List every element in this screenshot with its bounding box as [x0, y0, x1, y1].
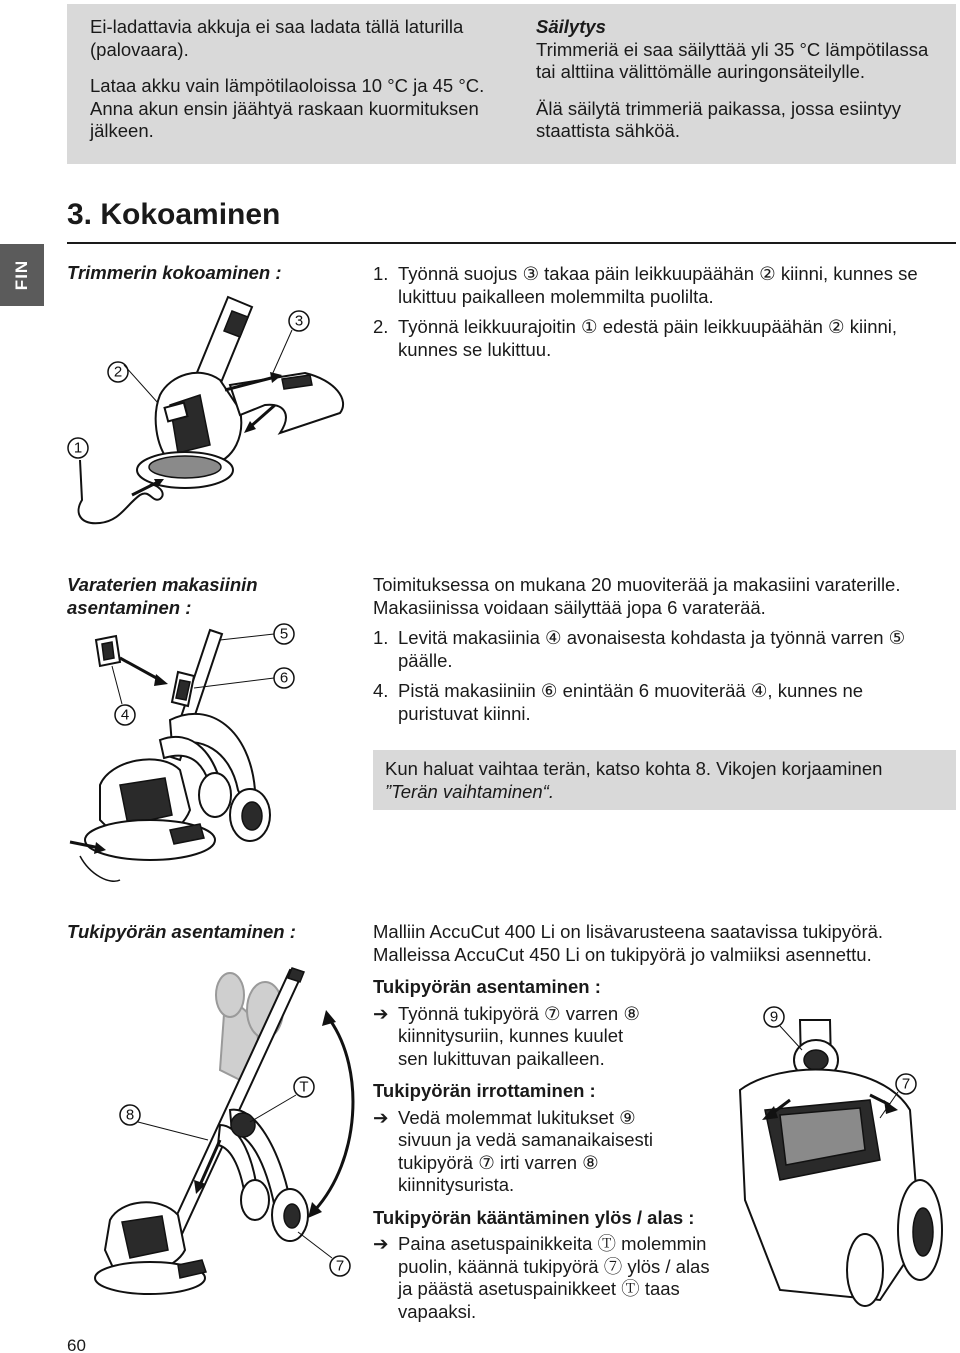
magazine-illustration	[60, 610, 360, 900]
section-heading-line: asentaminen :	[67, 596, 192, 618]
note-reference: ”Terän vaihtaminen“.	[385, 780, 554, 802]
step-item	[373, 627, 943, 672]
wheel-instruction-item	[373, 1107, 753, 1197]
callout-T	[294, 1077, 314, 1097]
svg-text:5: 5	[279, 625, 289, 643]
step-number: 4.	[373, 680, 389, 701]
step-text: Levitä makasiinia ④ avonaisesta kohdasta ja työnnä varren ⑤ päälle.	[398, 627, 906, 671]
page-number: 60	[67, 1336, 86, 1353]
svg-text:7: 7	[335, 1257, 345, 1275]
storage-paragraph: Trimmeriä ei saa säilyttää yli 35 °C lämpötilassa tai alttiina välittömälle auringonsäteilylle.	[536, 38, 929, 82]
callout-6	[274, 668, 294, 688]
language-tab-label: FIN	[12, 259, 31, 291]
callout-7	[330, 1256, 350, 1276]
step-number: 2.	[373, 316, 389, 337]
chapter-rule	[67, 242, 956, 244]
step-item	[373, 263, 943, 308]
step-number: 1.	[373, 627, 389, 648]
chapter-title: 3. Kokoaminen	[67, 198, 281, 231]
svg-text:4: 4	[120, 706, 130, 724]
arrow-right-icon: ➔	[373, 1106, 389, 1128]
section-heading-wheel: Tukipyörän asentaminen :	[67, 921, 296, 942]
trimmer-assembly-illustration	[60, 285, 360, 545]
warning-paragraph: Ei-ladattavia akkuja ei saa ladata tällä laturilla (palovaara).	[90, 16, 464, 60]
svg-text:1: 1	[73, 439, 83, 457]
svg-text:9: 9	[769, 1008, 779, 1026]
wheel-intro: Malliin AccuCut 400 Li on lisävarusteena saatavissa tukipyörä. Malleissa AccuCut 450 Li on tukipyörä jo valmiiksi asennettu.	[373, 921, 884, 965]
battery-warning	[90, 16, 490, 143]
callout-3	[289, 311, 309, 331]
svg-text:8: 8	[125, 1106, 135, 1124]
storage-info	[536, 16, 946, 143]
storage-title: Säilytys	[536, 16, 606, 37]
step-text: Työnnä leikkuurajoitin ① edestä päin leikkuupäähän ② kiinni, kunnes se lukittuu.	[398, 316, 898, 360]
wheel-instruction-item	[373, 1233, 753, 1323]
storage-paragraph: Älä säilytä trimmeriä paikassa, jossa esiintyy staattista sähköä.	[536, 97, 901, 141]
svg-text:2: 2	[113, 363, 123, 381]
arrow-right-icon: ➔	[373, 1233, 389, 1254]
step-text: Työnnä suojus ③ takaa päin leikkuupäähän ② kiinni, kunnes se lukittuu paikalleen molemmilta puolilta.	[398, 263, 918, 307]
callout-1	[68, 438, 88, 458]
step-item	[373, 680, 943, 725]
assembly-steps	[373, 263, 943, 361]
note-text: Kun haluat vaihtaa terän, katso kohta 8. Vikojen korjaaminen	[385, 758, 883, 779]
wheel-instructions	[373, 921, 884, 1323]
language-tab	[0, 244, 44, 306]
callout-4	[115, 705, 135, 725]
svg-text:6: 6	[279, 669, 289, 687]
section-heading-assembly: Trimmerin kokoaminen :	[67, 262, 282, 283]
svg-text:3: 3	[294, 312, 304, 330]
callout-9	[764, 1007, 784, 1027]
instruction-text: Työnnä tukipyörä ⑦ varren ⑧ kiinnitysuriin, kunnes kuulet sen lukittuvan paikalleen.	[398, 1002, 640, 1069]
callout-5	[274, 624, 294, 644]
wheel-detail-illustration	[720, 1000, 960, 1310]
svg-text:7: 7	[901, 1075, 911, 1093]
instruction-text: Vedä molemmat lukitukset ⑨ sivuun ja vedä samanaikaisesti tukipyörä ⑦ irti varren ⑧ kiinnitysurista.	[398, 1106, 654, 1195]
support-wheel-illustration	[60, 960, 370, 1310]
instruction-text: Paina asetuspainikkeita Ⓣ molemmin puolin, käännä tukipyörä ⑦ ylös / alas ja päästä asetuspainikkeet Ⓣ taas vapaaksi.	[398, 1233, 710, 1322]
section-heading-line: Varaterien makasiinin	[67, 574, 258, 595]
step-text: Pistä makasiiniin ⑥ enintään 6 muoviterää ④, kunnes ne puristuvat kiinni.	[398, 680, 864, 724]
callout-2	[108, 362, 128, 382]
warning-paragraph: Lataa akku vain lämpötilaoloissa 10 °C ja 45 °C. Anna akun ensin jäähtyä raskaan kuormituksen jälkeen.	[90, 75, 485, 141]
magazine-steps	[373, 574, 943, 725]
wheel-subheading: Tukipyörän asentaminen :	[373, 976, 601, 997]
wheel-instruction-item	[373, 1003, 753, 1071]
magazine-intro: Toimituksessa on mukana 20 muoviterää ja makasiini varaterille. Makasiinissa voidaan säilyttää jopa 6 varaterää.	[373, 574, 901, 618]
callout-8	[120, 1105, 140, 1125]
blade-change-note	[373, 750, 956, 810]
step-number: 1.	[373, 263, 389, 284]
svg-text:T: T	[299, 1078, 309, 1096]
callout-7	[896, 1074, 916, 1094]
step-item	[373, 316, 943, 361]
arrow-right-icon: ➔	[373, 1002, 389, 1024]
wheel-subheading: Tukipyörän kääntäminen ylös / alas :	[373, 1206, 695, 1228]
wheel-subheading: Tukipyörän irrottaminen :	[373, 1080, 596, 1101]
